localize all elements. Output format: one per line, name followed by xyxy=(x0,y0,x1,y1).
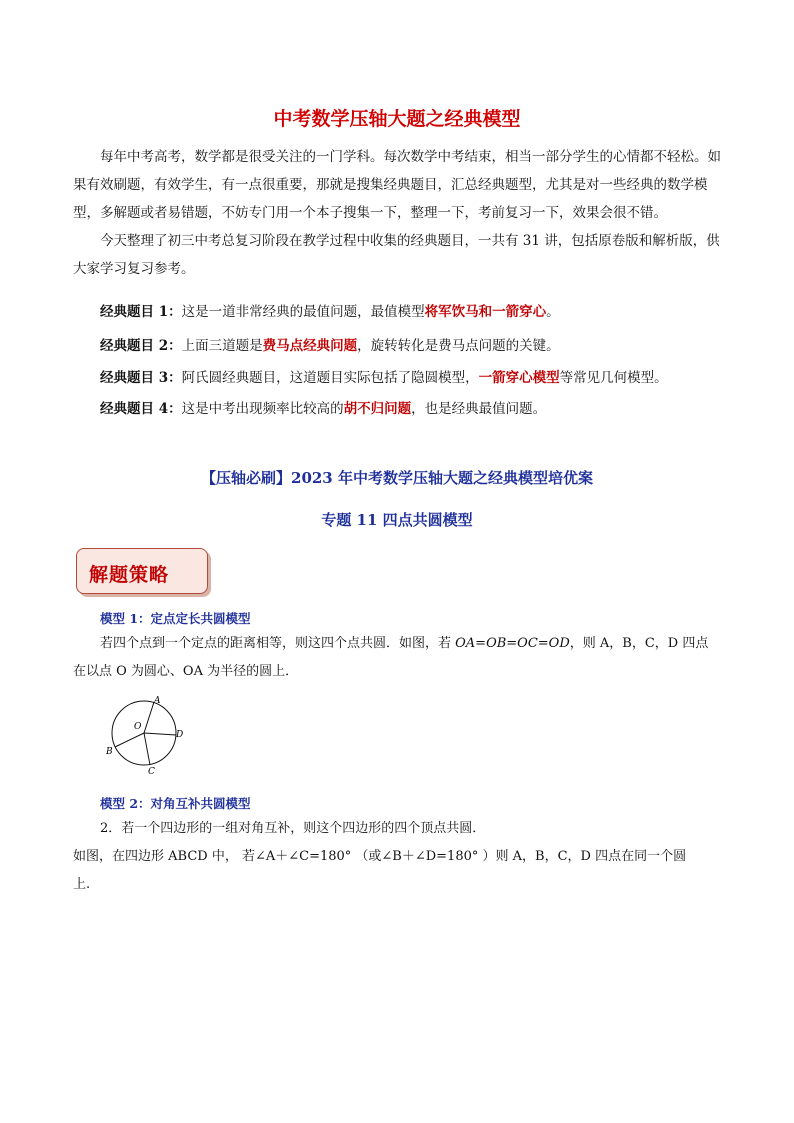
item-label: 经典题目 2： xyxy=(100,338,182,354)
model-2-heading: 模型 2：对角互补共圆模型 xyxy=(100,796,251,811)
model-1-heading: 模型 1：定点定长共圆模型 xyxy=(100,611,251,626)
radius-oc xyxy=(144,733,150,765)
strategy-box-label: 解题策略 xyxy=(89,564,170,586)
circle-figure xyxy=(96,693,196,777)
label-b: B xyxy=(106,747,113,757)
intro-text xyxy=(73,143,733,283)
classic-item-1: 经典题目 1：这是一道非常经典的最值问题，最值模型将军饮马和一箭穿心。 xyxy=(100,304,560,320)
item-label: 经典题目 1： xyxy=(100,304,182,320)
item-highlight: 费马点经典问题 xyxy=(262,338,358,354)
item-highlight: 胡不归问题 xyxy=(343,401,412,417)
item-label: 经典题目 4： xyxy=(100,401,182,417)
label-o: O xyxy=(134,722,142,732)
item-label: 经典题目 3： xyxy=(100,370,182,386)
topic-title: 专题 11 四点共圆模型 xyxy=(321,511,473,529)
label-a: A xyxy=(154,696,161,706)
label-d: D xyxy=(176,730,184,740)
item-highlight: 将军饮马和一箭穿心 xyxy=(424,304,547,320)
radius-ob xyxy=(115,733,144,747)
model-1-text: 若四个点到一个定点的距离相等，则这四个点共圆．如图，若 OA=OB=OC=OD，则 A，B，C，D 四点 在以点 O 为圆心、OA 为半径的圆上． xyxy=(73,636,709,679)
radius-od xyxy=(144,733,176,735)
classic-item-4: 经典题目 4：这是中考出现频率比较高的胡不归问题，也是经典最值问题。 xyxy=(100,401,547,417)
label-c: C xyxy=(148,767,155,777)
item-highlight: 一箭穿心模型 xyxy=(478,370,560,386)
intro-paragraph-1: 每年中考高考，数学都是很受关注的一门学科。每次数学中考结束，相当一部分学生的心情都不轻松。如果有效刷题，有效学生，有一点很重要，那就是搜集经典题目，汇总经典题型，尤其是对一些经典的数学模型，多解题或者易错题，不妨专门用一个本子搜集一下，整理一下，考前复习一下，效果会很不错。 xyxy=(73,149,721,221)
page-title: 中考数学压轴大题之经典模型 xyxy=(273,108,521,130)
strategy-box xyxy=(76,548,208,594)
intro-paragraph-2: 今天整理了初三中考总复习阶段在教学过程中收集的经典题目，一共有 31 讲，包括原卷版和解析版，供大家学习复习参考。 xyxy=(73,233,720,277)
model-2-text: 2．若一个四边形的一组对角互补，则这个四边形的四个顶点共圆． 如图，在四边形 ABCD 中， 若∠A＋∠C=180° （或∠B＋∠D=180° ）则 A，B，C，D 四点在同一个圆 上. xyxy=(73,821,687,892)
classic-item-2: 经典题目 2：上面三道题是费马点经典问题，旋转转化是费马点问题的关键。 xyxy=(100,338,560,354)
radius-oa xyxy=(144,702,154,733)
equation: OA=OB=OC=OD xyxy=(455,636,570,651)
classic-item-3: 经典题目 3：阿氏圆经典题目，这道题目实际包括了隐圆模型，一箭穿心模型等常见几何模型。 xyxy=(100,370,668,386)
section-title: 【压轴必刷】2023 年中考数学压轴大题之经典模型培优案 xyxy=(201,469,593,487)
